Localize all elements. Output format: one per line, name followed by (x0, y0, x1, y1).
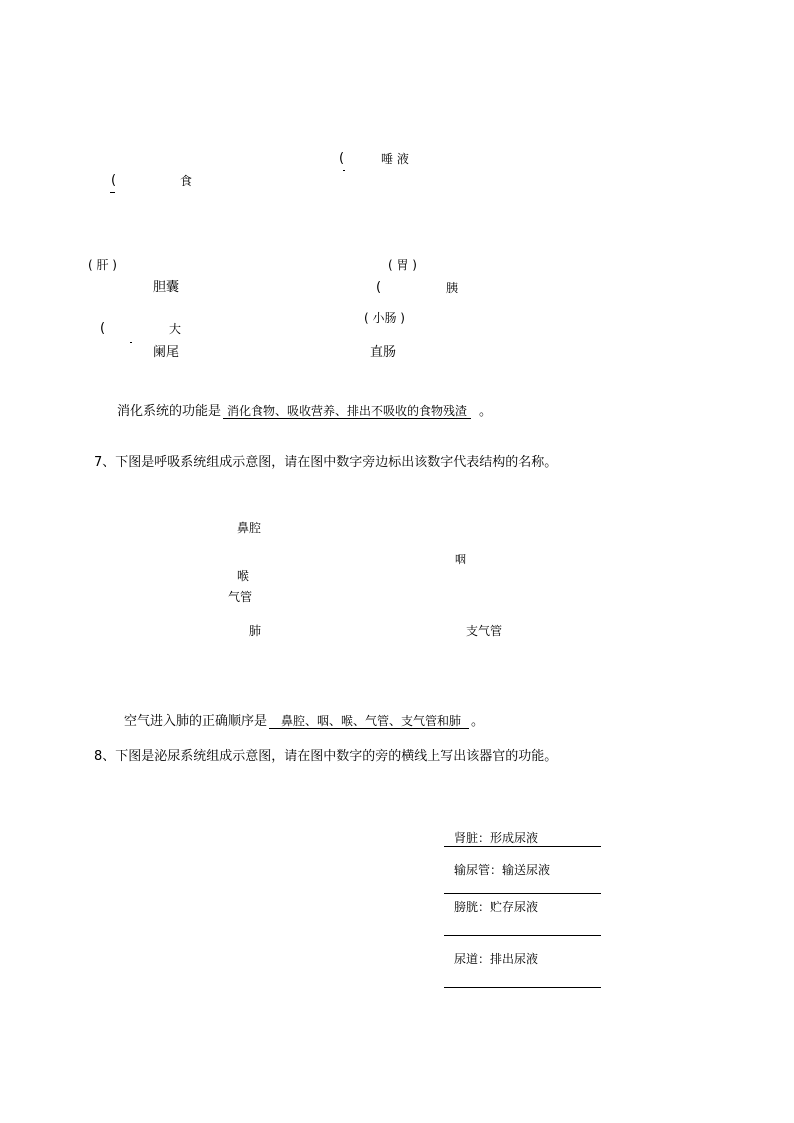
trachea-label: 气管 (228, 590, 253, 604)
airflow-order-prefix: 空气进入肺的正确顺序是 (124, 714, 268, 729)
diagram-dot (130, 342, 132, 343)
bladder-function: 膀胱：贮存尿液 (454, 900, 539, 914)
digestive-function-answer: 消化食物、吸收营养、排出不吸收的食物残渣 (223, 405, 471, 419)
airflow-order-suffix: 。 (471, 714, 485, 729)
lung-label: 肺 (249, 624, 262, 638)
question-8: 8、下图是泌尿系统组成示意图，请在图中数字的旁的横线上写出该器官的功能。 (94, 749, 558, 764)
answer-line (444, 935, 601, 936)
nasal-cavity-label: 鼻腔 (237, 521, 262, 535)
rectum-label: 直肠 (370, 345, 397, 360)
airflow-order-answer: 鼻腔、咽、喉、气管、支气管和肺 (269, 715, 469, 729)
large-intestine-paren: ( (100, 321, 106, 336)
larynx-label: 喉 (237, 569, 250, 583)
saliva-label: 唾 液 (381, 152, 409, 166)
airflow-order-line (124, 715, 484, 729)
ureter-function: 输尿管：输送尿液 (454, 863, 551, 877)
food-paren: ( (111, 173, 117, 188)
digestive-function-prefix: 消化系统的功能是 (117, 404, 222, 419)
large-intestine-label: 大 (169, 322, 182, 336)
answer-line (444, 893, 601, 894)
pharynx-label: 咽 (455, 553, 466, 566)
digestive-function-suffix: 。 (479, 404, 493, 419)
pancreas-paren: ( (376, 280, 382, 295)
answer-line (444, 987, 601, 988)
stomach-label: ( 胃 ) (388, 258, 417, 272)
food-label: 食 (180, 174, 193, 188)
digestive-function-line (117, 405, 492, 419)
saliva-paren: ( (339, 151, 345, 166)
bronchus-label: 支气管 (466, 624, 503, 638)
small-intestine-label: ( 小肠 ) (364, 311, 405, 325)
appendix-label: 阑尾 (153, 345, 180, 360)
gallbladder-label: 胆囊 (153, 280, 180, 295)
liver-label: ( 肝 ) (88, 258, 117, 272)
answer-line (444, 846, 601, 847)
diagram-dot (110, 192, 115, 193)
diagram-dot (343, 170, 345, 171)
question-7: 7、下图是呼吸系统组成示意图，请在图中数字旁边标出该数字代表结构的名称。 (94, 455, 558, 470)
kidney-function: 肾脏：形成尿液 (454, 831, 539, 845)
pancreas-label: 胰 (446, 281, 459, 295)
urethra-function: 尿道：排出尿液 (454, 952, 539, 966)
